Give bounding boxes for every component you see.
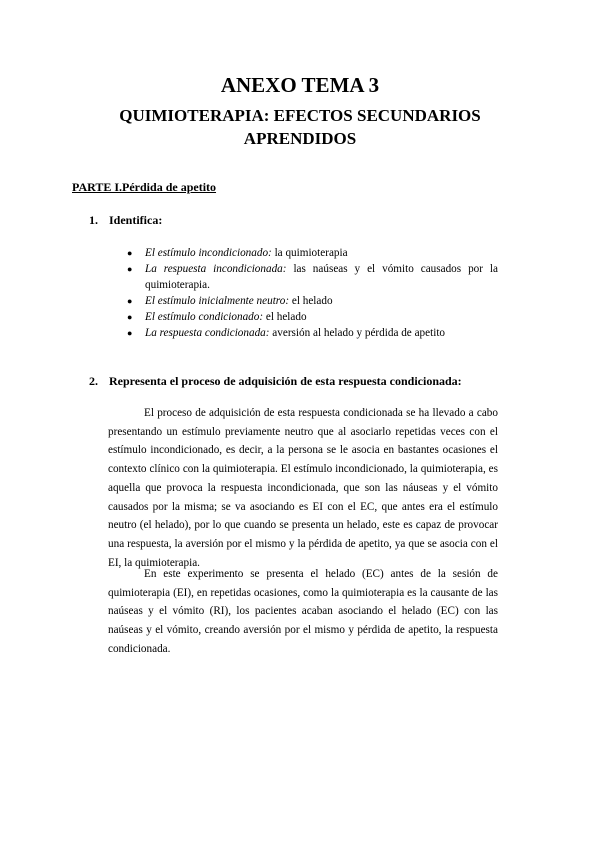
bullet-icon: ● — [127, 264, 133, 274]
section-2-heading — [89, 374, 462, 389]
list-item-value: la quimioterapia — [271, 247, 348, 259]
section-1-number: 1. — [89, 213, 98, 227]
list-item-term: El estímulo inicialmente neutro: — [145, 295, 290, 307]
list-item — [127, 245, 498, 261]
list-item-term: El estímulo incondicionado: — [145, 247, 272, 259]
list-item — [127, 309, 498, 325]
subtitle-line-1: QUIMIOTERAPIA: EFECTOS SECUNDARIOS — [119, 106, 481, 125]
bullet-icon: ● — [127, 312, 133, 322]
document-subtitle — [0, 104, 600, 150]
paragraph-1: El proceso de adquisición de esta respuesta condicionada se ha llevado a cabo presentando un estímulo previamente neutro que al asociarlo repetidas veces con el estímulo incondicionado, es decir, a la persona se le asocia en bastantes ocasiones el contexto clínico con la quimioterapia. El estímulo incondicionado, la quimioterapia, es aquella que provoca la respuesta incondicionada, que son las náuseas y el vómito causados por la misma; se va asociando es EI con el EC, que antes era el estímulo neutro (el helado), por lo que cuando se presenta un helado, este es capaz de provocar una respuesta, la aversión por el mismo y la pérdida de apetito, ya que se asocia con el EI, la quimioterapia. — [108, 407, 498, 569]
bullet-icon: ● — [127, 328, 133, 338]
document-title: ANEXO TEMA 3 — [220, 73, 380, 97]
list-item-value: el helado — [263, 311, 307, 323]
subtitle-line-2: APRENDIDOS — [243, 129, 357, 148]
list-item-term: La respuesta condicionada: — [145, 327, 270, 339]
paragraph-2: En este experimento se presenta el helado (EC) antes de la sesión de quimioterapia (EI), en repetidas ocasiones, como la quimioterapia es la causante de las naúseas y el vómito (RI), los pacientes acaban asociando el helado (EC) con las naúseas y el vómito, creando aversión por el mismo y pérdida de apetito, la respuesta condicionada. — [108, 568, 498, 655]
section-1-title: Identifica: — [109, 213, 163, 227]
bullet-icon: ● — [127, 248, 133, 258]
list-item-value: las naúseas y el vómito causados por la quimioterapia. — [145, 263, 498, 291]
bullet-icon: ● — [127, 296, 133, 306]
list-item — [127, 261, 498, 293]
list-item-value: el helado — [289, 295, 333, 307]
section-2-number: 2. — [89, 374, 98, 388]
list-item-value: aversión al helado y pérdida de apetito — [269, 327, 446, 339]
list-item — [127, 293, 498, 309]
list-item — [127, 325, 498, 341]
section-2-title: Representa el proceso de adquisición de esta respuesta condicionada: — [109, 374, 462, 388]
identify-list — [127, 245, 498, 341]
list-item-term: El estímulo condicionado: — [145, 311, 264, 323]
list-item-term: La respuesta incondicionada: — [145, 263, 287, 275]
section-1-heading — [89, 213, 162, 228]
part-heading: PARTE I.Pérdida de apetito — [72, 180, 217, 194]
